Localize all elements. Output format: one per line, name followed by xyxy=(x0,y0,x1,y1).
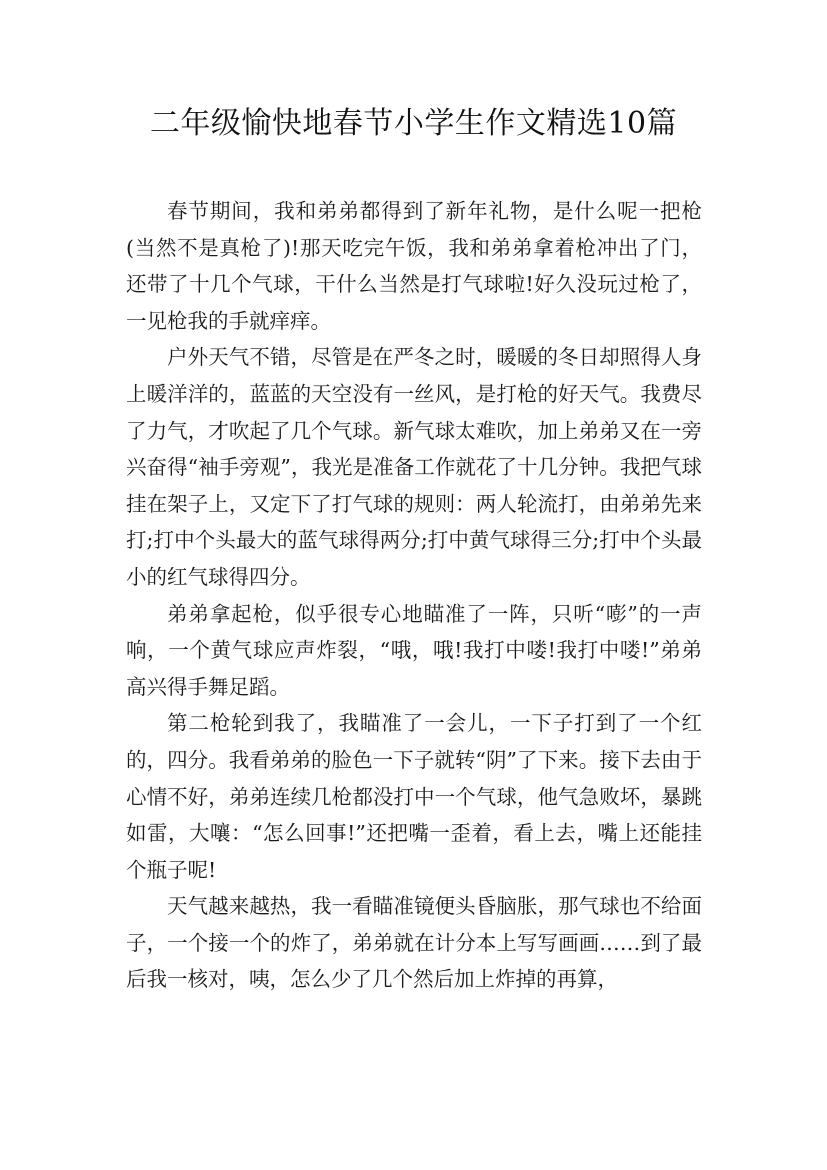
paragraph: 第二枪轮到我了，我瞄准了一会儿，一下子打到了一个红的，四分。我看弟弟的脸色一下子就转“阴”了下来。接下去由于心情不好，弟弟连续几枪都没打中一个气球，他气急败坏，暴跳如雷，大嚷：“怎么回事!”还把嘴一歪着，看上去，嘴上还能挂个瓶子呢! xyxy=(126,711,702,882)
paragraph: 天气越来越热，我一看瞄准镜便头昏脑胀，那气球也不给面子，一个接一个的炸了，弟弟就在计分本上写写画画……到了最后我一核对，咦，怎么少了几个然后加上炸掉的再算， xyxy=(126,894,702,992)
paragraph: 户外天气不错，尽管是在严冬之时，暖暖的冬日却照得人身上暖洋洋的，蓝蓝的天空没有一丝风，是打枪的好天气。我费尽了力气，才吹起了几个气球。新气球太难吹，加上弟弟又在一旁兴奋得“袖手旁观”，我光是准备工作就花了十几分钟。我把气球挂在架子上，又定下了打气球的规则：两人轮流打，由弟弟先来打;打中个头最大的蓝气球得两分;打中黄气球得三分;打中个头最小的红气球得四分。 xyxy=(126,345,702,589)
paragraph: 弟弟拿起枪，似乎很专心地瞄准了一阵，只听“嘭”的一声响，一个黄气球应声炸裂，“哦，哦!我打中喽!我打中喽!”弟弟高兴得手舞足蹈。 xyxy=(126,601,702,699)
paragraph: 春节期间，我和弟弟都得到了新年礼物，是什么呢一把枪(当然不是真枪了)!那天吃完午饭，我和弟弟拿着枪冲出了门，还带了十几个气球，干什么当然是打气球啦!好久没玩过枪了，一见枪我的手就痒痒。 xyxy=(126,199,702,333)
document-title: 二年级愉快地春节小学生作文精选10篇 xyxy=(149,106,678,141)
document-body xyxy=(126,193,702,998)
